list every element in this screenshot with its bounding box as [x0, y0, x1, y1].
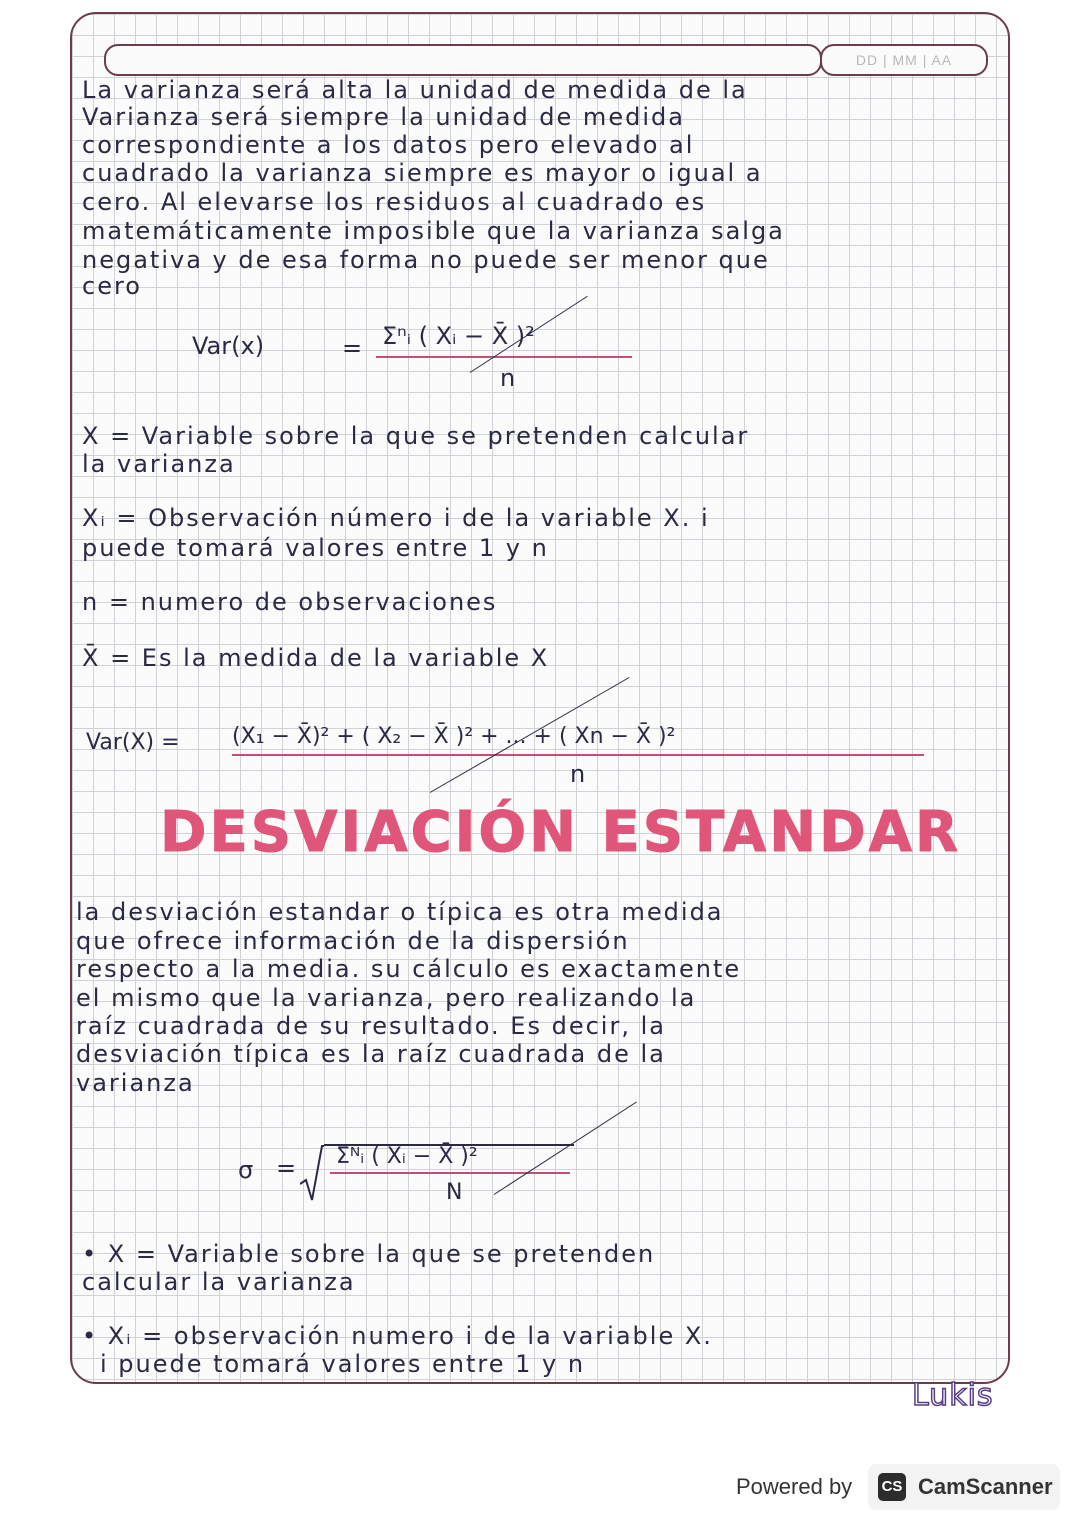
formula-numerator: Σᴺᵢ ( Xᵢ − X̄ )² — [336, 1144, 478, 1169]
intro-line: Varianza será siempre la unidad de medida — [82, 103, 685, 131]
intro-line: cuadrado la varianza siempre es mayor o igual a — [82, 159, 763, 187]
formula-lhs: σ — [238, 1156, 254, 1184]
author-signature: Lukis — [912, 1378, 994, 1413]
formula-denominator: N — [446, 1180, 463, 1205]
intro-line: correspondiente a los datos pero elevado al — [82, 131, 695, 159]
formula-numerator: Σⁿᵢ ( Xᵢ − X̄ )² — [382, 322, 535, 350]
fraction-bar — [330, 1172, 570, 1174]
definition-n: n = numero de observaciones — [82, 588, 498, 616]
intro-line: cero — [82, 272, 142, 300]
std-line: que ofrece información de la dispersión — [76, 927, 630, 955]
intro-line: negativa y de esa forma no puede ser menor que — [82, 246, 770, 274]
formula-denominator: n — [570, 760, 586, 788]
fraction-bar — [376, 356, 632, 358]
definition-x-line1: X = Variable sobre la que se pretenden calcular — [82, 422, 750, 450]
formula-lhs: Var(X) = — [86, 730, 180, 755]
formula-denominator: n — [500, 364, 516, 392]
formula-numerator: (X₁ − X̄)² + ( X₂ − X̄ )² + ... + ( Xn − X̄ )² — [232, 724, 676, 749]
definition-xi-line2: i puede tomará valores entre 1 y n — [100, 1350, 586, 1378]
definition-x-line2: calcular la varianza — [82, 1268, 356, 1296]
camscanner-logo-icon: CS — [878, 1473, 906, 1501]
date-field: DD | MM | AA — [820, 44, 988, 76]
camscanner-brand: CamScanner — [918, 1474, 1053, 1499]
definition-x-line2: la varianza — [82, 450, 236, 478]
std-line: respecto a la media. su cálculo es exactamente — [76, 955, 742, 983]
square-root-icon — [300, 1144, 324, 1202]
formula-equals: = — [276, 1154, 297, 1182]
fraction-bar — [232, 754, 924, 756]
std-line: el mismo que la varianza, pero realizando la — [76, 984, 697, 1012]
formula-lhs: Var(x) — [192, 332, 265, 360]
title-field — [104, 44, 822, 76]
intro-line: matemáticamente imposible que la varianza salga — [82, 217, 785, 245]
powered-by-label: Powered by — [736, 1474, 853, 1499]
definition-xi-line2: puede tomará valores entre 1 y n — [82, 534, 549, 562]
definition-mean: X̄ = Es la medida de la variable X — [82, 644, 550, 672]
definition-x-line1: • X = Variable sobre la que se pretenden — [82, 1240, 656, 1268]
std-line: raíz cuadrada de su resultado. Es decir, la — [76, 1012, 666, 1040]
std-line: la desviación estandar o típica es otra medida — [76, 898, 724, 926]
intro-line: cero. Al elevarse los residuos al cuadrado es — [82, 188, 707, 216]
section-heading: DESVIACIÓN ESTANDAR — [160, 800, 962, 865]
definition-xi-line1: Xᵢ = Observación número i de la variable X. i — [82, 504, 710, 532]
formula-equals: = — [342, 334, 363, 362]
std-line: varianza — [76, 1069, 195, 1097]
definition-xi-line1: • Xᵢ = observación numero i de la variable X. — [82, 1322, 713, 1350]
intro-line: La varianza será alta la unidad de medida de la — [82, 76, 748, 104]
std-line: desviación típica es la raíz cuadrada de la — [76, 1040, 666, 1068]
